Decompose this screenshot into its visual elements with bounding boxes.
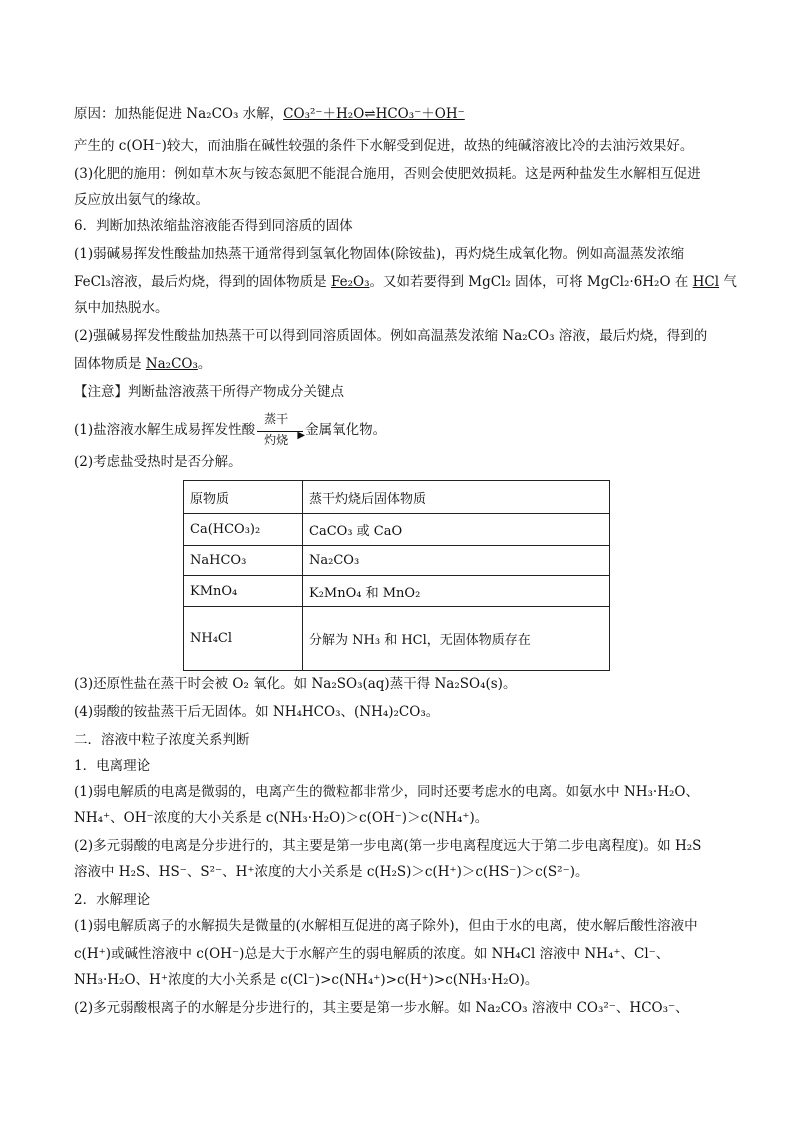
- table-cell: KMnO₄: [184, 576, 303, 607]
- text-line: (2)强碱易挥发性酸盐加热蒸干可以得到同溶质固体。例如高温蒸发浓缩 Na₂CO₃ 溶液，最后灼烧，得到的: [74, 328, 708, 344]
- text-line: NH₄⁺、OH⁻浓度的大小关系是 c(NH₃·H₂O)＞c(OH⁻)＞c(NH₄⁺)。: [74, 810, 489, 826]
- text-line: (2)考虑盐受热时是否分解。: [74, 454, 242, 470]
- table-header: 原物质: [184, 481, 303, 514]
- text-span: (1)盐溶液水解生成易挥发性酸: [74, 422, 256, 438]
- table-cell: NaHCO₃: [184, 546, 303, 576]
- text-line-reason: [74, 104, 724, 124]
- note-heading: 【注意】判断盐溶液蒸干所得产物成分关键点: [74, 384, 344, 400]
- text-line: [74, 272, 737, 292]
- text-line: (2)多元弱酸根离子的水解是分步进行的，其主要是第一步水解。如 Na₂CO₃ 溶液中 CO₃²⁻、HCO₃⁻、: [74, 1000, 689, 1016]
- table-header-row: [184, 481, 610, 514]
- table-row: [184, 576, 610, 607]
- text-line: (3)还原性盐在蒸干时会被 O₂ 氧化。如 Na₂SO₃(aq)蒸干得 Na₂SO₄(s)。: [74, 676, 517, 692]
- table-row: [184, 514, 610, 546]
- data-table: [183, 480, 610, 671]
- table-cell: NH₄Cl: [184, 607, 303, 671]
- text-span: 金属氧化物。: [305, 422, 387, 438]
- text-line: NH₃·H₂O、H⁺浓度的大小关系是 c(Cl⁻)>c(NH₄⁺)>c(H⁺)>c(NH₃·H₂O)。: [74, 972, 539, 988]
- arrow-bottom-label: 灼烧: [264, 432, 289, 447]
- text-line: 反应放出氨气的缘故。: [74, 192, 209, 208]
- table-cell: Na₂CO₃: [303, 546, 610, 576]
- reason-prefix: 原因：加热能促进 Na₂CO₃ 水解，: [74, 106, 284, 122]
- subsection-heading: 1．电离理论: [74, 758, 151, 774]
- text-span: 。又如若要得到 MgCl₂ 固体，可将 MgCl₂·6H₂O 在: [369, 274, 693, 290]
- table-row: [184, 607, 610, 671]
- answer-fe2o3: Fe₂O₃: [330, 274, 370, 290]
- text-span: 固体物质是: [74, 356, 146, 372]
- answer-hcl: HCl: [692, 274, 720, 290]
- table-cell: K₂MnO₄ 和 MnO₂: [303, 576, 610, 607]
- table-cell: Ca(HCO₃)₂: [184, 514, 303, 546]
- text-line: c(H⁺)或碱性溶液中 c(OH⁻)总是大于水解产生的弱电解质的浓度。如 NH₄Cl 溶液中 NH₄⁺、Cl⁻、: [74, 946, 670, 962]
- text-span: 气: [719, 274, 737, 290]
- text-line: (4)弱酸的铵盐蒸干后无固体。如 NH₄HCO₃、(NH₄)₂CO₃。: [74, 704, 440, 720]
- table-cell: CaCO₃ 或 CaO: [303, 514, 610, 546]
- reaction-arrow: 蒸干 ▶ 灼烧: [257, 421, 303, 441]
- answer-na2co3: Na₂CO₃: [145, 356, 198, 372]
- table-header: 蒸干灼烧后固体物质: [303, 481, 610, 514]
- text-line: (1)弱电解质的电离是微弱的，电离产生的微粒都非常少，同时还要考虑水的电离。如氨水中 NH₃·H₂O、: [74, 784, 699, 800]
- section-heading: 二．溶液中粒子浓度关系判断: [74, 732, 250, 748]
- text-line: 氛中加热脱水。: [74, 300, 169, 316]
- arrow-top-label: 蒸干: [264, 411, 289, 426]
- hydrolysis-equation: CO₃²⁻＋H₂O⇌HCO₃⁻＋OH⁻: [283, 106, 465, 122]
- table-row: [184, 546, 610, 576]
- text-line: 产生的 c(OH⁻)较大，而油脂在碱性较强的条件下水解受到促进，故热的纯碱溶液比冷的去油污效果好。: [74, 138, 694, 154]
- text-line: (2)多元弱酸的电离是分步进行的，其主要是第一步电离(第一步电离程度远大于第二步电离程度)。如 H₂S: [74, 838, 702, 854]
- text-line: [74, 411, 724, 447]
- text-line: (3)化肥的施用：例如草木灰与铵态氮肥不能混合施用，否则会使肥效损耗。这是两种盐发生水解相互促进: [74, 166, 701, 182]
- text-line: (1)弱电解质离子的水解损失是微量的(水解相互促进的离子除外)，但由于水的电离，使水解后酸性溶液中: [74, 918, 698, 934]
- text-line: 溶液中 H₂S、HS⁻、S²⁻、H⁺浓度的大小关系是 c(H₂S)＞c(H⁺)＞c(HS⁻)＞c(S²⁻)。: [74, 864, 589, 880]
- subsection-heading: 2．水解理论: [74, 892, 151, 908]
- text-line: (1)弱碱易挥发性酸盐加热蒸干通常得到氢氧化物固体(除铵盐)，再灼烧生成氧化物。例如高温蒸发浓缩: [74, 246, 685, 262]
- text-span: 。: [197, 356, 212, 372]
- text-span: FeCl₃溶液，最后灼烧，得到的固体物质是: [74, 274, 331, 290]
- section-heading: 6．判断加热浓缩盐溶液能否得到同溶质的固体: [74, 218, 353, 234]
- text-line: [74, 354, 724, 374]
- table-cell: 分解为 NH₃ 和 HCl，无固体物质存在: [303, 607, 610, 671]
